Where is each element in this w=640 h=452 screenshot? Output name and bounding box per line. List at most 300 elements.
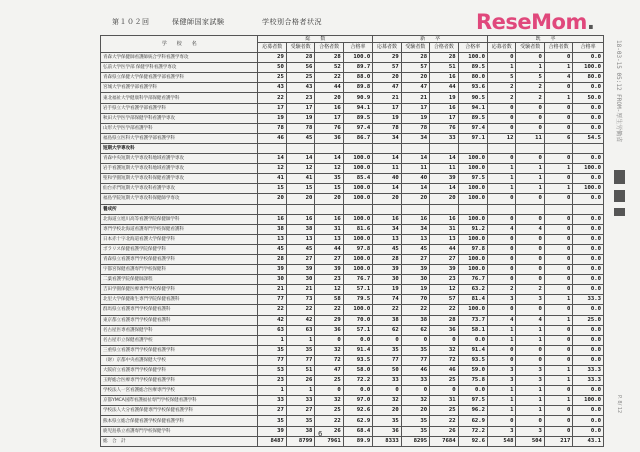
stat-cell: 1 [516,184,544,194]
table-row [101,73,604,83]
subcol-header: 合格者数 [430,43,458,53]
stat-cell [401,143,429,153]
stat-cell: 38 [258,224,286,234]
stat-cell: 4 [544,73,572,83]
stat-cell: 1 [544,396,572,406]
stat-cell: 72 [315,355,343,365]
stat-cell: 56 [286,63,314,73]
school-name: 群馬県立看護専門学校保健看護科 [101,305,258,315]
stat-cell: 86.7 [343,133,372,143]
section-row [101,143,604,153]
stat-cell: 0 [516,234,544,244]
stat-cell: 97.5 [458,174,487,184]
stat-cell: 76.7 [343,275,372,285]
exam-name: 保健師国家試験 [172,18,225,26]
stat-cell: 62.9 [458,416,487,426]
school-name: 弘前大学医学部 保健学科看護学専攻 [101,63,258,73]
school-name: 名古屋市立保健看護学校 [101,335,258,345]
table-row [101,254,604,264]
stat-cell: 39 [373,265,401,275]
stat-cell: 0 [373,386,401,396]
school-name: 聖和学園短期大学専攻科保健看護学専攻 [101,174,258,184]
stat-cell: 15 [315,184,343,194]
stat-cell: 100.0 [343,164,372,174]
stat-cell: 1 [488,386,516,396]
stat-cell: 46 [430,366,458,376]
stat-cell: 44 [315,83,343,93]
exam-round: 第１０２回 [112,18,150,26]
subcol-header: 応募者数 [488,43,516,53]
stat-cell: 15 [258,184,286,194]
stat-cell: 12 [286,164,314,174]
stamp-block [614,208,625,216]
stat-cell: 80.0 [458,73,487,83]
stat-cell: 25 [258,73,286,83]
table-row [101,295,604,305]
stat-cell: 20 [315,93,343,103]
stat-cell: 81.6 [343,224,372,234]
stat-cell: 53 [258,366,286,376]
stat-cell: 22 [315,305,343,315]
school-name: 専門学校北海道看護専門学校保健看護科 [101,224,258,234]
stat-cell: 46 [401,366,429,376]
stat-cell: 0 [544,265,572,275]
stat-cell: 0 [488,305,516,315]
stat-cell: 22 [401,305,429,315]
stat-cell: 1 [544,376,572,386]
stat-cell: 35 [286,416,314,426]
stat-cell: 100.0 [458,305,487,315]
stat-cell: 79.5 [343,295,372,305]
stat-cell [488,204,516,214]
subcol-header: 合格者数 [315,43,343,53]
stat-cell: 46 [258,133,286,143]
stat-cell: 80.0 [573,73,604,83]
stat-cell: 30 [258,275,286,285]
stat-cell: 44 [430,244,458,254]
stat-cell: 3 [516,426,544,436]
section-row [101,204,604,214]
stat-cell [488,143,516,153]
stat-cell: 78 [401,123,429,133]
school-name: 青森大学保健師看護師統合学科看護学専攻 [101,53,258,63]
stat-cell [258,143,286,153]
stat-cell: 100.0 [343,53,372,63]
school-name: 山形大学医学部看護学科 [101,123,258,133]
stat-cell: 11 [430,164,458,174]
stat-cell: 1 [516,406,544,416]
stat-cell: 21 [401,93,429,103]
stat-cell: 28 [430,53,458,63]
stat-cell: 25 [286,73,314,83]
stat-cell: 39 [286,265,314,275]
stat-cell: 14 [373,184,401,194]
stat-cell: 45 [286,133,314,143]
stat-cell: 16 [315,103,343,113]
stat-cell: 93.5 [343,355,372,365]
stat-cell: 13 [315,234,343,244]
school-name: 京都YMCA国際看護福祉専門学校保健看護学科 [101,396,258,406]
stat-cell: 45 [373,244,401,254]
stat-cell: 0 [544,224,572,234]
stat-cell: 27 [315,254,343,264]
stat-cell: 2 [516,83,544,93]
stat-cell: 32 [315,396,343,406]
stat-cell: 0 [544,194,572,204]
subcol-header: 受験者数 [401,43,429,53]
stat-cell: 22 [258,305,286,315]
stat-cell: 0 [544,174,572,184]
stat-cell [401,204,429,214]
stat-cell: 97.4 [343,123,372,133]
table-row [101,305,604,315]
stat-cell: 7684 [430,436,458,446]
stat-cell: 33.3 [573,366,604,376]
table-row [101,224,604,234]
stat-cell: 89.9 [343,436,372,446]
stat-cell: 0 [516,254,544,264]
stat-cell: 3 [488,295,516,305]
stat-cell: 22 [286,305,314,315]
stat-cell: 14 [430,184,458,194]
stat-cell: 0 [544,123,572,133]
stat-cell: 100.0 [573,63,604,73]
stat-cell: 14 [286,154,314,164]
fax-stamp: 18-03-15 05:12 FROM-厚生労働省 [615,40,622,143]
school-name: 福島学院短期大学専攻科保健師学専攻 [101,194,258,204]
stat-cell: 89.8 [343,83,372,93]
school-name: 日本赤十字北海道看護大学保健学科 [101,234,258,244]
stat-cell: 0 [488,244,516,254]
stat-cell: 47 [373,83,401,93]
school-name: 名古屋医専看護保健学科 [101,325,258,335]
stat-cell: 51 [286,366,314,376]
stat-cell: 100.0 [343,265,372,275]
table-row [101,133,604,143]
stat-cell: 50 [258,63,286,73]
stat-cell: 77 [258,295,286,305]
stat-cell: 16 [401,214,429,224]
stat-cell: 23 [430,275,458,285]
stat-cell: 16 [430,103,458,113]
stat-cell: 0 [544,426,572,436]
school-name: 岩手看護短期大学専攻科地域看護学専攻 [101,164,258,174]
table-row [101,355,604,365]
stat-cell: 100.0 [343,234,372,244]
stat-cell: 41 [258,174,286,184]
stat-cell: 0.0 [573,345,604,355]
stat-cell: 73.7 [458,315,487,325]
stat-cell [544,204,572,214]
stat-cell: 0 [544,154,572,164]
table-row [101,265,604,275]
stat-cell: 17 [286,103,314,113]
school-name: 鹿児島県立看護専門学校保健学科 [101,426,258,436]
stat-cell: 39 [401,265,429,275]
stat-cell [343,143,372,153]
col-school-header: 学 校 名 [101,36,258,53]
school-name: 玉野総合医療専門学校保健看護学科 [101,376,258,386]
stat-cell: 25.0 [573,315,604,325]
stat-cell: 44 [430,83,458,93]
stat-cell [544,143,572,153]
stat-cell [573,204,604,214]
stat-cell: 22 [373,305,401,315]
stat-cell: 28 [286,53,314,63]
stat-cell: 97.4 [458,123,487,133]
stat-cell: 0 [544,113,572,123]
stat-cell: 97.8 [343,244,372,254]
stat-cell [430,204,458,214]
stat-cell: 8799 [286,436,314,446]
stat-cell: 30 [286,275,314,285]
table-row [101,93,604,103]
stat-cell: 36 [315,133,343,143]
resemom-logo: ReseMom. [476,10,595,34]
stat-cell: 0 [488,214,516,224]
stat-cell: 43.1 [573,436,604,446]
stat-cell: 38 [401,315,429,325]
table-row [101,366,604,376]
stat-cell: 0.0 [573,214,604,224]
stat-cell: 89.5 [458,63,487,73]
table-row [101,396,604,406]
stat-cell: 28 [258,254,286,264]
stat-cell: 32 [315,345,343,355]
stat-cell: 34 [373,133,401,143]
subcol-header: 受験者数 [286,43,314,53]
stat-cell: 27 [258,406,286,416]
table-row [101,164,604,174]
stat-cell: 100.0 [343,194,372,204]
stat-cell: 1 [516,325,544,335]
stat-cell: 44 [315,244,343,254]
stat-cell: 70.0 [343,315,372,325]
stat-cell: 100.0 [573,396,604,406]
stat-cell: 23 [315,275,343,285]
stat-cell: 1 [516,335,544,345]
stat-cell: 0 [544,416,572,426]
stat-cell: 12 [488,133,516,143]
stat-cell: 100.0 [458,254,487,264]
stat-cell: 76 [315,123,343,133]
stat-cell: 23 [286,93,314,103]
stat-cell: 19 [373,113,401,123]
stat-cell: 17 [373,103,401,113]
stat-cell: 0 [516,154,544,164]
stat-cell: 39 [430,265,458,275]
stat-cell: 97.5 [458,396,487,406]
school-name: 福島県立医科大学看護学部看護学科 [101,133,258,143]
stat-cell: 81.4 [458,295,487,305]
stat-cell: 1 [516,164,544,174]
stat-cell: 59.0 [458,366,487,376]
stat-cell: 217 [544,436,572,446]
stat-cell: 11 [516,133,544,143]
table-row [101,174,604,184]
stat-cell: 92.6 [458,436,487,446]
stat-cell: 97.1 [458,133,487,143]
stat-cell [516,143,544,153]
table-row [101,406,604,416]
stat-cell: 0 [315,386,343,396]
school-name: 三重県立看護専門学校保健看護学科 [101,345,258,355]
stat-cell: 100.0 [343,305,372,315]
stat-cell: 38 [286,224,314,234]
stat-cell [373,204,401,214]
school-name: 宮城大学看護学部看護学科 [101,83,258,93]
stat-cell: 31 [430,396,458,406]
stat-cell: 100.0 [343,184,372,194]
stat-cell: 0.0 [573,234,604,244]
stat-cell: 63 [286,325,314,335]
stat-cell: 25 [430,376,458,386]
school-name: 北海道立旭川高等看護学院保健師学科 [101,214,258,224]
table-row [101,234,604,244]
stat-cell: 20 [258,194,286,204]
stat-cell: 35 [315,174,343,184]
stat-cell: 12 [315,164,343,174]
stat-cell: 19 [430,93,458,103]
stat-cell: 19 [373,285,401,295]
stat-cell: 100.0 [458,154,487,164]
stat-cell: 33 [430,133,458,143]
stat-cell: 0 [373,335,401,345]
stat-cell: 33 [401,376,429,386]
stat-cell: 21 [286,285,314,295]
stat-cell: 0 [488,355,516,365]
stat-cell: 100.0 [343,214,372,224]
stat-cell: 40 [401,174,429,184]
stat-cell: 0 [516,103,544,113]
stat-cell: 36 [430,325,458,335]
stat-cell: 20 [373,194,401,204]
stat-cell: 3 [516,366,544,376]
stat-cell: 58.1 [458,325,487,335]
stat-cell: 27 [430,254,458,264]
school-name: 短期大学専攻科 [101,143,258,153]
stat-cell: 20 [401,73,429,83]
stat-cell: 0.0 [573,426,604,436]
stat-cell: 0.0 [573,113,604,123]
group-old-header: 既 卒 [488,36,604,43]
stat-cell: 0 [488,345,516,355]
stat-cell: 22 [258,93,286,103]
stat-cell: 15 [286,184,314,194]
stat-cell: 1 [286,386,314,396]
school-name: 東北福祉大学健康科学部保健看護学科 [101,93,258,103]
stat-cell: 1 [488,63,516,73]
stat-cell: 28 [401,53,429,63]
stat-cell: 32 [373,396,401,406]
stat-cell: 0 [488,234,516,244]
stat-cell: 0.0 [573,103,604,113]
table-row [101,123,604,133]
stat-cell: 36 [373,426,401,436]
stat-cell: 22 [430,305,458,315]
stamp-block [614,190,625,202]
stat-cell: 13 [401,234,429,244]
stat-cell: 4 [488,315,516,325]
stat-cell: 27 [286,406,314,416]
stat-cell: 35 [373,416,401,426]
stat-cell: 0.0 [573,224,604,234]
stat-cell: 0.0 [573,335,604,345]
stat-cell: 35 [401,416,429,426]
stat-cell: 34 [401,224,429,234]
stat-cell: 14 [373,154,401,164]
school-name: 吉田学園保健医療専門学校保健学科 [101,285,258,295]
stat-cell: 28 [430,315,458,325]
table-row [101,315,604,325]
stat-cell: 63 [258,325,286,335]
stat-cell: 97.8 [458,244,487,254]
stat-cell: 548 [488,436,516,446]
stat-cell: 0 [516,123,544,133]
stat-cell: 25 [315,376,343,386]
stat-cell: 0 [430,335,458,345]
table-row [101,244,604,254]
stat-cell: 42 [258,315,286,325]
stat-cell: 29 [373,53,401,63]
stat-cell: 100.0 [458,265,487,275]
stat-cell: 72.2 [343,376,372,386]
stat-cell: 62.9 [343,416,372,426]
stat-cell: 45 [258,244,286,254]
stat-cell: 13 [430,234,458,244]
stat-cell [373,143,401,153]
stat-cell: 0 [544,254,572,264]
stat-cell: 78 [258,123,286,133]
stat-cell: 20 [430,194,458,204]
stat-cell: 0 [544,214,572,224]
stat-cell: 29 [315,315,343,325]
stat-cell: 28 [373,254,401,264]
stat-cell: 0 [488,254,516,264]
stat-cell: 7961 [315,436,343,446]
subcol-header: 受験者数 [516,43,544,53]
stat-cell: 77 [286,355,314,365]
stat-cell: 2 [488,93,516,103]
subcol-header: 合格者数 [544,43,572,53]
stat-cell: 1 [488,396,516,406]
stat-cell: 35 [401,426,429,436]
stat-cell: 43 [258,83,286,93]
stat-cell: 0 [488,113,516,123]
stat-cell: 62 [401,325,429,335]
school-name: （財）京都中央看護保健大学校 [101,355,258,365]
stat-cell: 1 [516,396,544,406]
stat-cell: 0.0 [573,386,604,396]
stat-cell: 0.0 [343,386,372,396]
table-row [101,113,604,123]
report-title: 学校別合格者状況 [262,18,322,26]
stat-cell: 11 [373,164,401,174]
table-row [101,386,604,396]
stat-cell: 0 [544,244,572,254]
stat-cell: 45 [286,244,314,254]
stat-cell: 1 [488,325,516,335]
stat-cell: 21 [258,285,286,295]
stat-cell: 14 [258,154,286,164]
stat-cell: 1 [544,315,572,325]
stat-cell: 72.2 [458,426,487,436]
stat-cell: 85.4 [343,174,372,184]
stat-cell: 100.0 [573,164,604,174]
stat-cell: 35 [286,345,314,355]
stat-cell: 1 [516,174,544,184]
school-name: 北里大学保健衛生専門学院保健看護科 [101,295,258,305]
